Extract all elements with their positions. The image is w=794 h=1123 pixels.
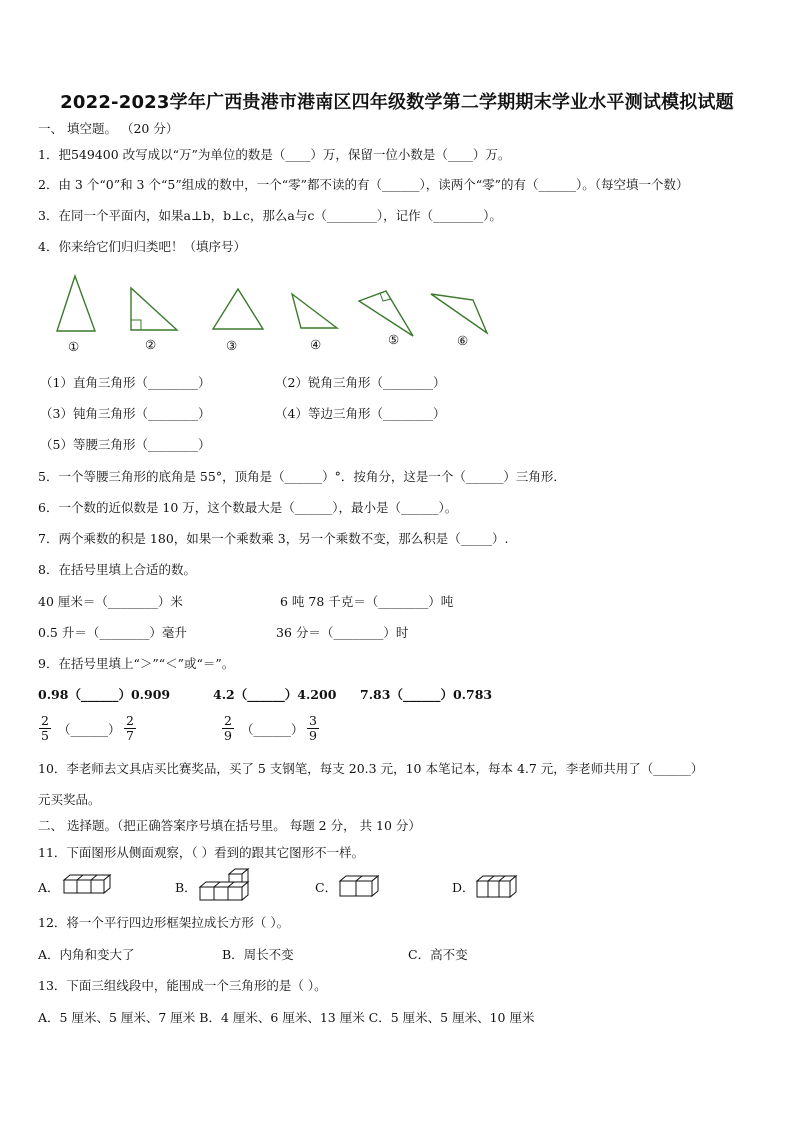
q4-blank-3: （3）钝角三角形（________）: [40, 406, 211, 421]
cubes-option-a: [64, 875, 110, 893]
triangle-2: [131, 288, 177, 330]
page-title: 2022-2023学年广西贵港市港南区四年级数学第二学期期末学业水平测试模拟试题: [60, 92, 734, 113]
question-10-line-1: 10．李老师去文具店买比赛奖品，买了 5 支钢笔，每支 20.3 元，10 本笔记本，每本 4.7 元，李老师共用了（______）: [38, 761, 704, 776]
triangle-label-4: ④: [310, 337, 322, 352]
question-5: 5．一个等腰三角形的底角是 55°，顶角是（______）°．按角分，这是一个（______）三角形．: [38, 469, 566, 484]
question-11: 11．下面图形从侧面观察，（ ）看到的跟其它图形不一样。: [38, 845, 365, 860]
cubes-option-d: [477, 876, 516, 897]
fraction-2-9: [222, 714, 234, 743]
question-4: 4．你来给它们归归类吧！（填序号）: [38, 239, 246, 254]
cubes-option-b: [200, 869, 248, 900]
q8-item-a: 40 厘米＝（________）米: [38, 594, 183, 609]
question-12: 12．将一个平行四边形框架拉成长方形（ ）。: [38, 915, 290, 930]
q9-fraction-blank-2: （______）: [241, 722, 304, 737]
q4-blank-2: （2）锐角三角形（________）: [275, 375, 446, 390]
triangle-label-5: ⑤: [388, 332, 400, 347]
q8-item-c: 0.5 升＝（________）毫升: [38, 625, 187, 640]
q12-option-c: C．高不变: [408, 947, 468, 962]
q13-options: A．5 厘米、5 厘米、7 厘米 B．4 厘米、6 厘米、13 厘米 C．5 厘米、5 厘米、10 厘米: [38, 1010, 535, 1025]
q12-option-a: A．内角和变大了: [38, 947, 135, 962]
q11-option-b-label: B．: [175, 880, 197, 895]
section-1-heading: 一、 填空题。 （20 分）: [38, 121, 179, 136]
triangle-4: [292, 294, 337, 328]
q11-option-d-label: D．: [452, 880, 475, 895]
q9-item-b: 4.2（______）4.200: [213, 687, 337, 702]
fraction-2-7: [124, 714, 136, 743]
question-13: 13．下面三组线段中，能围成一个三角形的是（ ）。: [38, 978, 327, 993]
fraction-2-5: [39, 714, 51, 743]
fraction-denominator: 5: [41, 728, 49, 743]
q4-blank-5: （5）等腰三角形（________）: [40, 437, 211, 452]
fraction-numerator: 2: [124, 714, 136, 729]
fraction-denominator: 7: [126, 728, 134, 743]
question-10-line-2: 元买奖品。: [38, 792, 101, 807]
triangle-label-1: ①: [68, 339, 80, 354]
q9-item-a: 0.98（______）0.909: [38, 687, 171, 702]
triangle-3: [213, 289, 263, 329]
fraction-denominator: 9: [224, 728, 232, 743]
q8-item-b: 6 吨 78 千克＝（________）吨: [280, 594, 454, 609]
fraction-numerator: 3: [307, 714, 319, 729]
fraction-denominator: 9: [309, 728, 317, 743]
triangle-6: [431, 294, 487, 333]
right-angle-mark-2: [131, 320, 141, 330]
fraction-numerator: 2: [222, 714, 234, 729]
q8-item-d: 36 分＝（________）时: [276, 625, 409, 640]
q9-fraction-blank-1: （______）: [58, 722, 121, 737]
q11-option-c-label: C．: [315, 880, 338, 895]
triangle-label-3: ③: [226, 338, 238, 353]
question-8: 8．在括号里填上合适的数。: [38, 562, 196, 577]
cubes-option-c: [340, 876, 378, 896]
triangle-label-6: ⑥: [457, 333, 469, 348]
right-angle-mark-5: [380, 293, 391, 301]
section-2-heading: 二、 选择题。（把正确答案序号填在括号里。 每题 2 分， 共 10 分）: [38, 818, 421, 833]
question-6: 6．一个数的近似数是 10 万，这个数最大是（______），最小是（______）。: [38, 500, 458, 515]
q4-blank-4: （4）等边三角形（________）: [275, 406, 446, 421]
triangle-5: [359, 291, 413, 336]
fraction-3-9: [307, 714, 319, 743]
q4-blank-1: （1）直角三角形（________）: [40, 375, 211, 390]
q12-option-b: B．周长不变: [222, 947, 294, 962]
question-9: 9．在括号里填上“＞”“＜”或“＝”。: [38, 656, 235, 671]
question-7: 7．两个乘数的积是 180，如果一个乘数乘 3，另一个乘数不变，那么积是（_____）.: [38, 531, 509, 546]
triangle-label-2: ②: [145, 337, 157, 352]
triangle-1: [57, 276, 95, 331]
fraction-numerator: 2: [39, 714, 51, 729]
q9-item-c: 7.83（______）0.783: [360, 687, 493, 702]
question-3: 3．在同一个平面内，如果a⊥b，b⊥c，那么a与c（________），记作（________）。: [38, 208, 502, 223]
q11-option-a-label: A．: [38, 880, 60, 895]
question-1: 1．把549400 改写成以“万”为单位的数是（____）万，保留一位小数是（____）万。: [38, 147, 511, 162]
question-2: 2．由 3 个“0”和 3 个“5”组成的数中，一个“零”都不读的有（______），读两个“零”的有（______）。（每空填一个数）: [38, 177, 689, 192]
